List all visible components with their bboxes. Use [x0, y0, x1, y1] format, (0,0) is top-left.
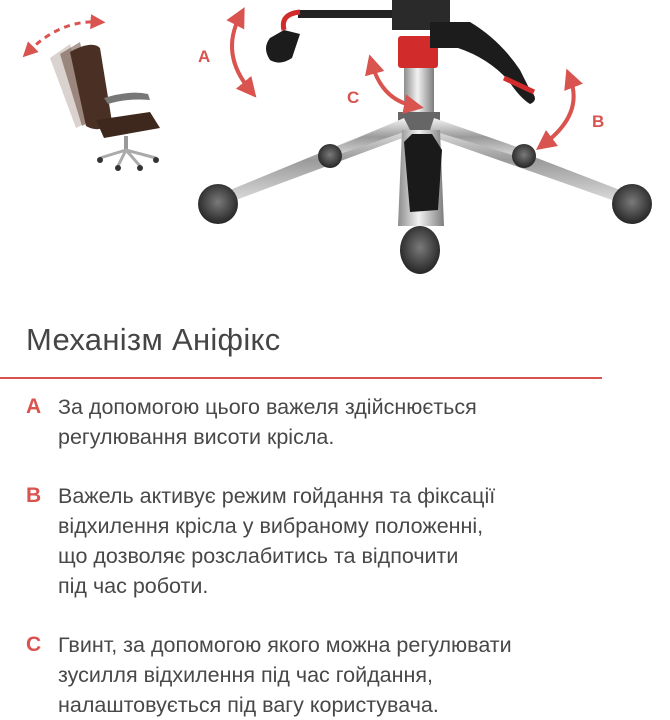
arrow-b-icon [544, 78, 574, 144]
item-description [58, 392, 658, 452]
item-description [58, 630, 658, 720]
description-line: Гвинт, за допомогою якого можна регулювати [58, 633, 512, 657]
wheel-icon [512, 144, 536, 168]
chair-base-icon [198, 0, 652, 274]
chair-mechanism-illustration [0, 0, 670, 300]
label-a: A [198, 47, 211, 66]
description-line: регулювання висоти крісла. [58, 425, 335, 449]
wheel-icon [612, 184, 652, 224]
arrow-a-icon [232, 16, 250, 90]
description-line: що дозволяє розслабитись та відпочити [58, 544, 459, 568]
item-letter: A [26, 395, 42, 418]
label-b: B [592, 112, 605, 131]
item-description [58, 481, 658, 601]
tilt-lever-icon [430, 22, 535, 104]
wheel-icon [400, 226, 440, 274]
description-line: За допомогою цього важеля здійснюється [58, 395, 477, 419]
chair-thumbnail [28, 22, 160, 171]
description-line: під час роботи. [58, 574, 209, 598]
wheel-icon [198, 184, 238, 224]
page-title: Механізм Аніфікс [26, 322, 281, 357]
item-letter: B [26, 484, 42, 507]
wheel-icon [318, 144, 342, 168]
label-c: C [347, 88, 360, 107]
description-line: зусилля відхилення під час гойдання, [58, 663, 433, 687]
description-line: налаштовується під вагу користувача. [58, 693, 439, 717]
description-line: Важель активує режим гойдання та фіксації [58, 484, 496, 508]
description-line: відхилення крісла у вибраному положенні, [58, 514, 484, 538]
title-divider [0, 377, 602, 379]
item-letter: C [26, 633, 42, 656]
height-lever-icon [266, 30, 300, 63]
